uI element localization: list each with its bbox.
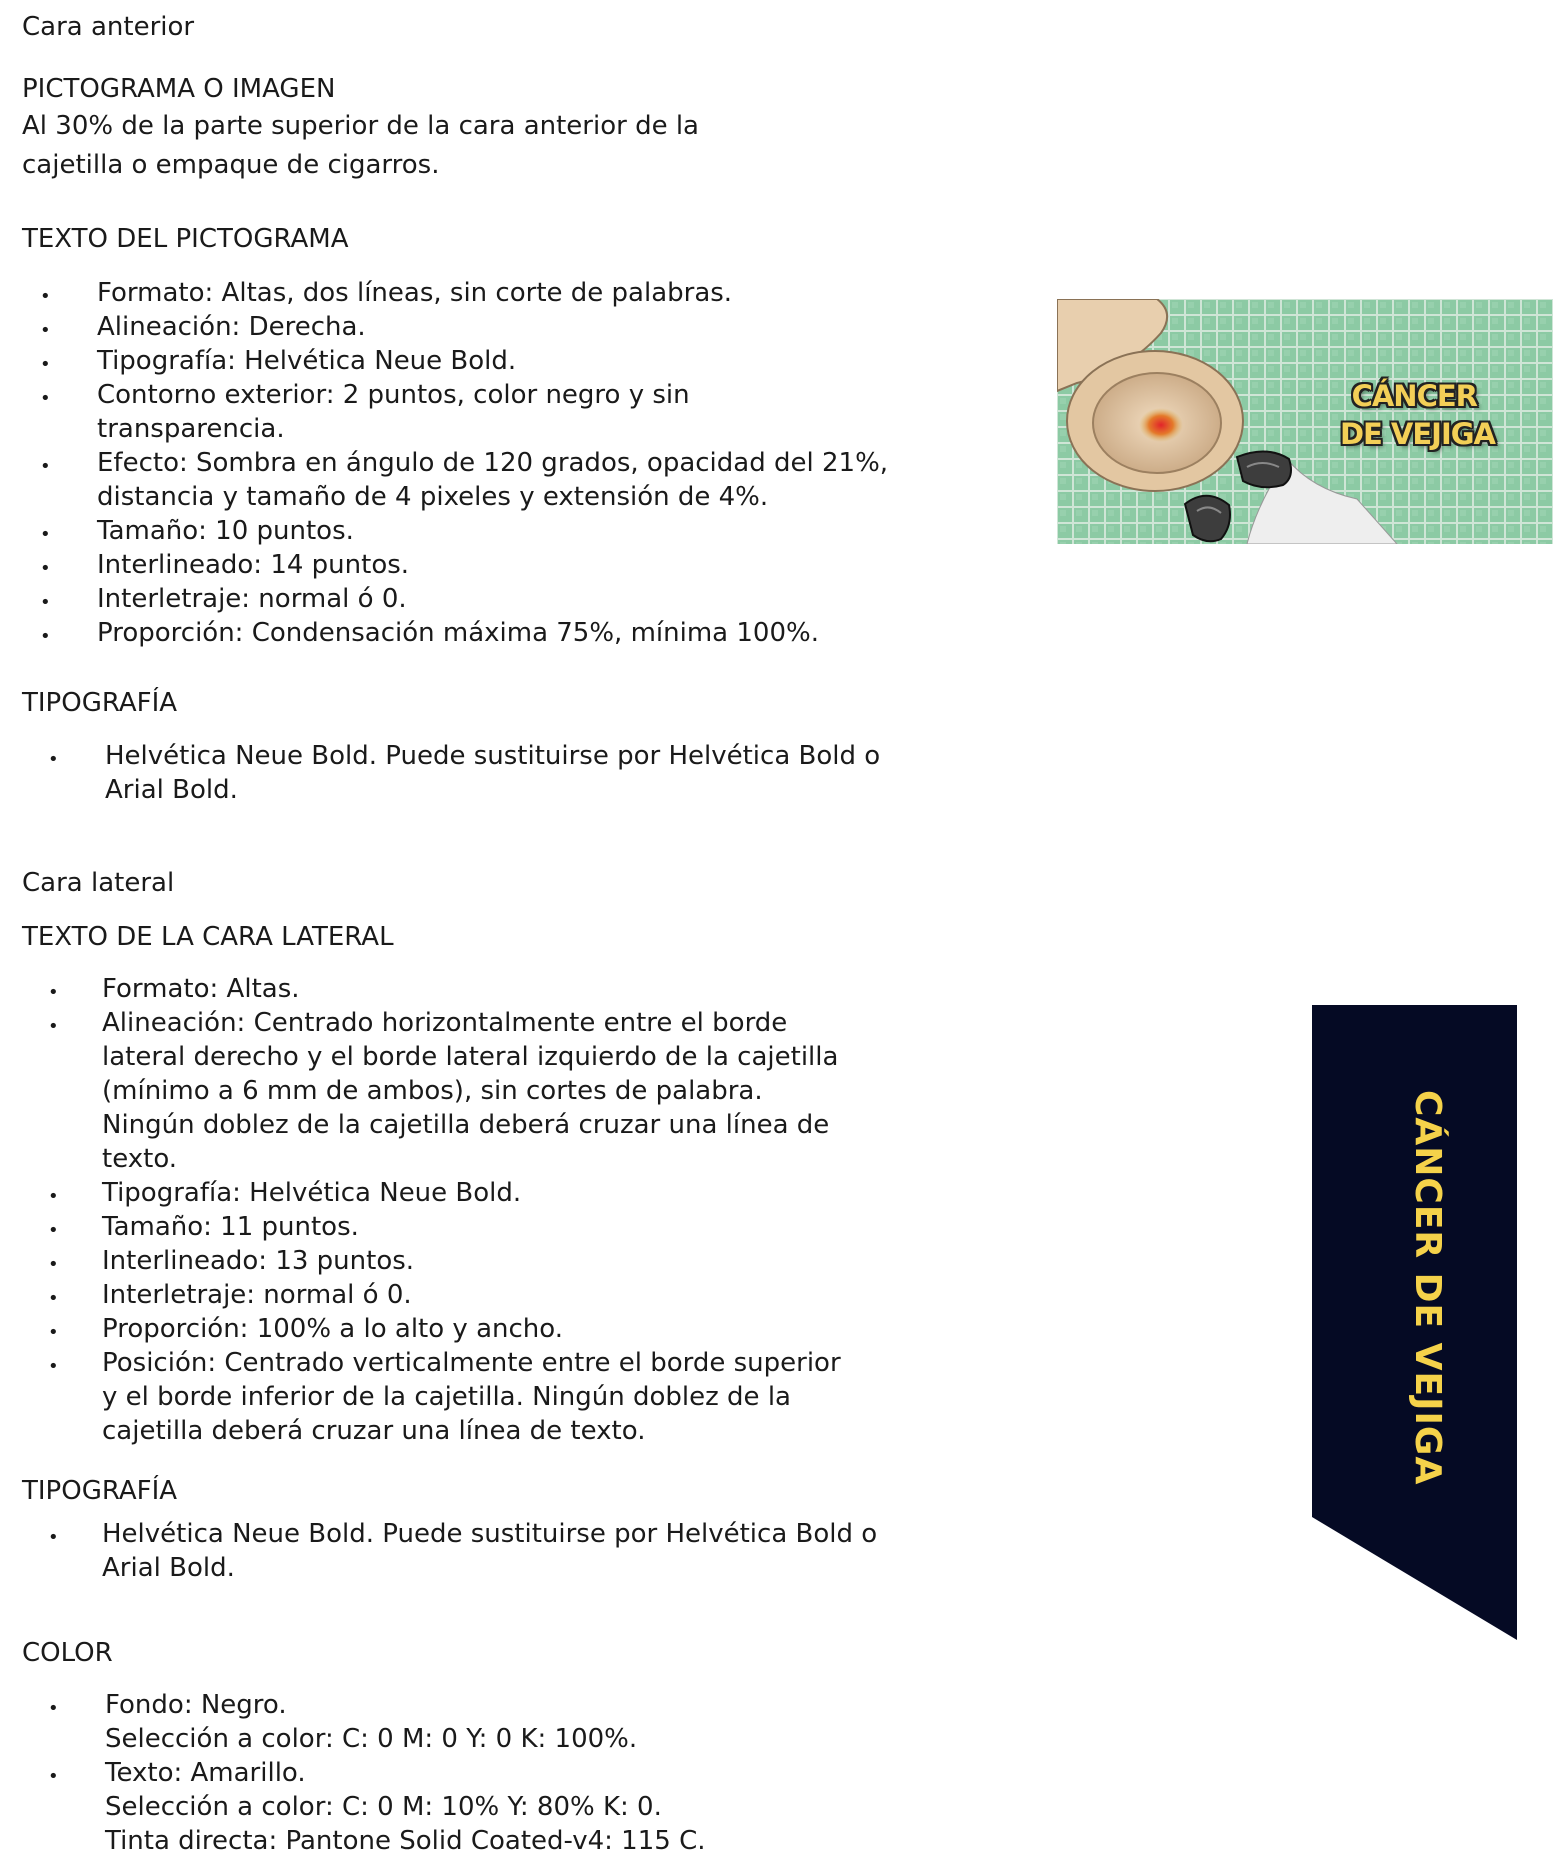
pictogram-description-line2: cajetilla o empaque de cigarros. <box>22 150 440 180</box>
list-item: • Tamaño: 11 puntos. <box>102 1210 982 1244</box>
lateral-warning-text: CÁNCER DE VEJIGA <box>1407 1090 1448 1486</box>
pictogram-heading: PICTOGRAMA O IMAGEN <box>22 74 336 104</box>
list-item: • Contorno exterior: 2 puntos, color negro y sin transparencia. <box>97 378 977 446</box>
list-item: • Tipografía: Helvética Neue Bold. <box>97 344 977 378</box>
list-item: • Helvética Neue Bold. Puede sustituirse por Helvética Bold o Arial Bold. <box>105 739 985 807</box>
list-item: • Texto: Amarillo. Selección a color: C: 0 M: 10% Y: 80% K: 0. Tinta directa: Pantone Solid Coated-v4: 115 C. <box>105 1756 985 1858</box>
list-item: • Proporción: Condensación máxima 75%, mínima 100%. <box>97 616 977 650</box>
list-item: • Alineación: Centrado horizontalmente entre el borde lateral derecho y el borde lateral izquierdo de la cajetilla (mínimo a 6 mm de ambos), sin cortes de palabra. Ningún doblez de la cajetilla deberá cruzar una línea de texto. <box>102 1006 982 1176</box>
list-item: • Alineación: Derecha. <box>97 310 977 344</box>
pictogram-image <box>1057 299 1553 544</box>
list-item: • Formato: Altas, dos líneas, sin corte de palabras. <box>97 276 977 310</box>
lateral-typography-list <box>102 1517 982 1585</box>
list-item: • Tamaño: 10 puntos. <box>97 514 977 548</box>
lateral-section-title: Cara lateral <box>22 868 175 898</box>
color-spec-list <box>105 1688 985 1858</box>
list-item: • Formato: Altas. <box>102 972 982 1006</box>
list-item: • Tipografía: Helvética Neue Bold. <box>102 1176 982 1210</box>
front-section-title: Cara anterior <box>22 12 195 42</box>
list-item: • Interlineado: 14 puntos. <box>97 548 977 582</box>
list-item: • Fondo: Negro. Selección a color: C: 0 M: 0 Y: 0 K: 100%. <box>105 1688 985 1756</box>
lateral-text-heading: TEXTO DE LA CARA LATERAL <box>22 922 394 952</box>
pictogram-text-spec-list <box>97 276 977 650</box>
color-heading: COLOR <box>22 1638 113 1668</box>
pictogram-text-heading: TEXTO DEL PICTOGRAMA <box>22 224 349 254</box>
pictogram-text-line2: DE VEJIGA <box>1339 417 1495 451</box>
list-item: • Efecto: Sombra en ángulo de 120 grados, opacidad del 21%, distancia y tamaño de 4 pixeles y extensión de 4%. <box>97 446 977 514</box>
pictogram-text-line1: CÁNCER <box>1351 379 1477 413</box>
lateral-typography-heading: TIPOGRAFÍA <box>22 1476 178 1506</box>
list-item: • Proporción: 100% a lo alto y ancho. <box>102 1312 982 1346</box>
lateral-text-spec-list <box>102 972 982 1448</box>
list-item: • Posición: Centrado verticalmente entre el borde superior y el borde inferior de la cajetilla. Ningún doblez de la cajetilla deberá cruzar una línea de texto. <box>102 1346 982 1448</box>
front-typography-list <box>105 739 985 807</box>
front-typography-heading: TIPOGRAFÍA <box>22 688 178 718</box>
list-item: • Helvética Neue Bold. Puede sustituirse por Helvética Bold o Arial Bold. <box>102 1517 982 1585</box>
pictogram-description-line1: Al 30% de la parte superior de la cara anterior de la <box>22 111 699 141</box>
list-item: • Interletraje: normal ó 0. <box>97 582 977 616</box>
list-item: • Interletraje: normal ó 0. <box>102 1278 982 1312</box>
list-item: • Interlineado: 13 puntos. <box>102 1244 982 1278</box>
